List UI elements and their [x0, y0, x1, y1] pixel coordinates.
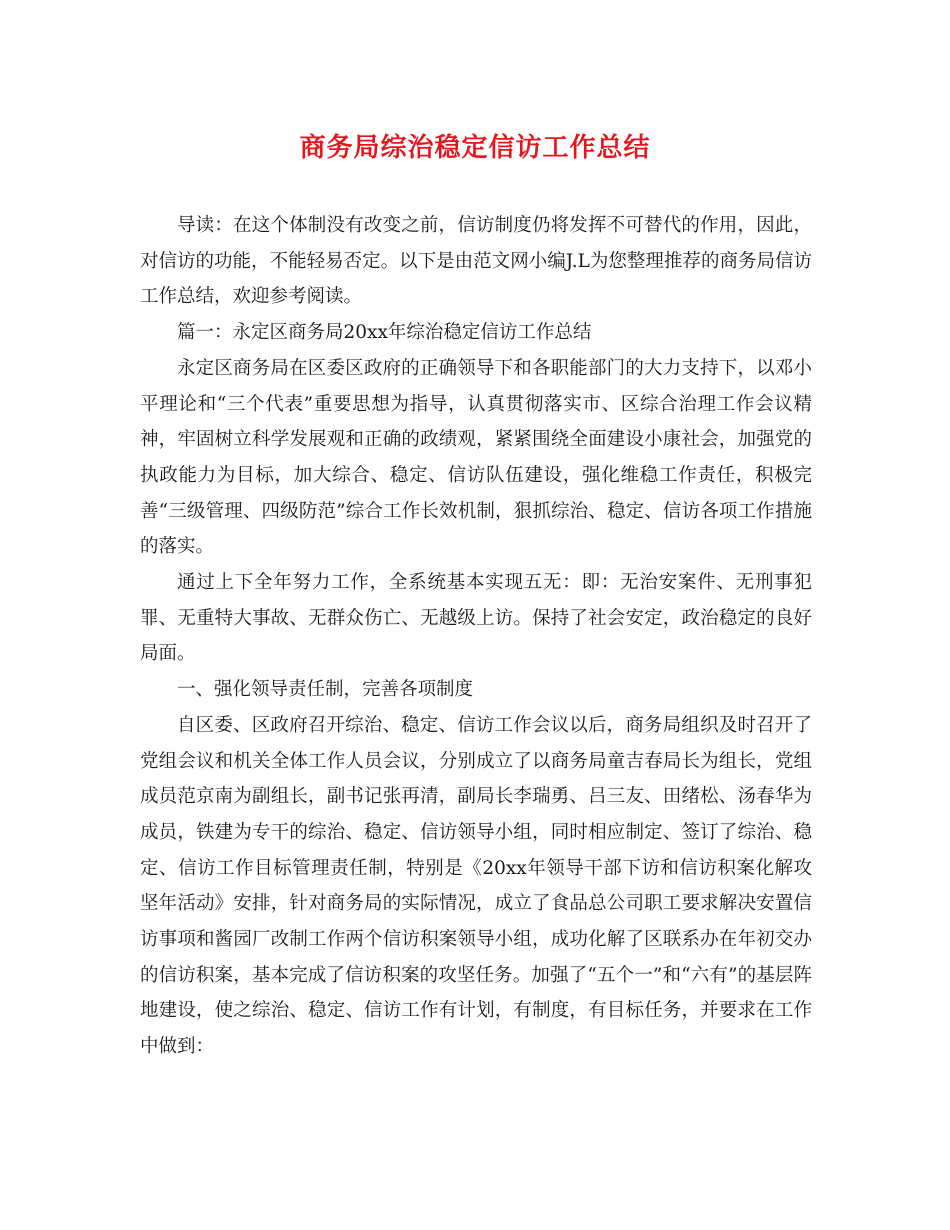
section-heading-one: 一、强化领导责任制，完善各项制度	[177, 679, 474, 701]
body-paragraph: 永定区商务局在区委区政府的正确领导下和各职能部门的大力支持下，以邓小平理论和“三个代表”重要思想为指导，认真贯彻落实市、区综合治理工作会议精神，牢固树立科学发展观和正确的政绩观，紧紧围绕全面建设小康社会，加强党的执政能力为目标，加大综合、稳定、信访队伍建设，强化维稳工作责任，积极完善“三级管理、四级防范”综合工作长效机制，狠抓综治、稳定、信访各项工作措施的落实。	[140, 357, 812, 558]
document-title: 商务局综治稳定信访工作总结	[299, 133, 651, 163]
section-heading-part-one: 篇一：永定区商务局20xx年综治稳定信访工作总结	[177, 322, 592, 344]
document-body	[140, 208, 812, 1065]
body-paragraph: 通过上下全年努力工作，全系统基本实现五无：即：无治安案件、无刑事犯罪、无重特大事故、无群众伤亡、无越级上访。保持了社会安定，政治稳定的良好局面。	[140, 572, 812, 665]
body-paragraph: 自区委、区政府召开综治、稳定、信访工作会议以后，商务局组织及时召开了党组会议和机关全体工作人员会议，分别成立了以商务局童吉春局长为组长，党组成员范京南为副组长，副书记张再清，副局长李瑞勇、吕三友、田绪松、汤春华为成员，铁建为专干的综治、稳定、信访领导小组，同时相应制定、签订了综治、稳定、信访工作目标管理责任制，特别是《20xx年领导干部下访和信访积案化解攻坚年活动》安排，针对商务局的实际情况，成立了食品总公司职工要求解决安置信访事项和酱园厂改制工作两个信访积案领导小组，成功化解了区联系办在年初交办的信访积案，基本完成了信访积案的攻坚任务。加强了“五个一”和“六有”的基层阵地建设，使之综治、稳定、信访工作有计划，有制度，有目标任务，并要求在工作中做到：	[140, 714, 812, 1058]
intro-paragraph: 导读：在这个体制没有改变之前，信访制度仍将发挥不可替代的作用，因此，对信访的功能，不能轻易否定。以下是由范文网小编J.L为您整理推荐的商务局信访工作总结，欢迎参考阅读。	[140, 215, 812, 308]
